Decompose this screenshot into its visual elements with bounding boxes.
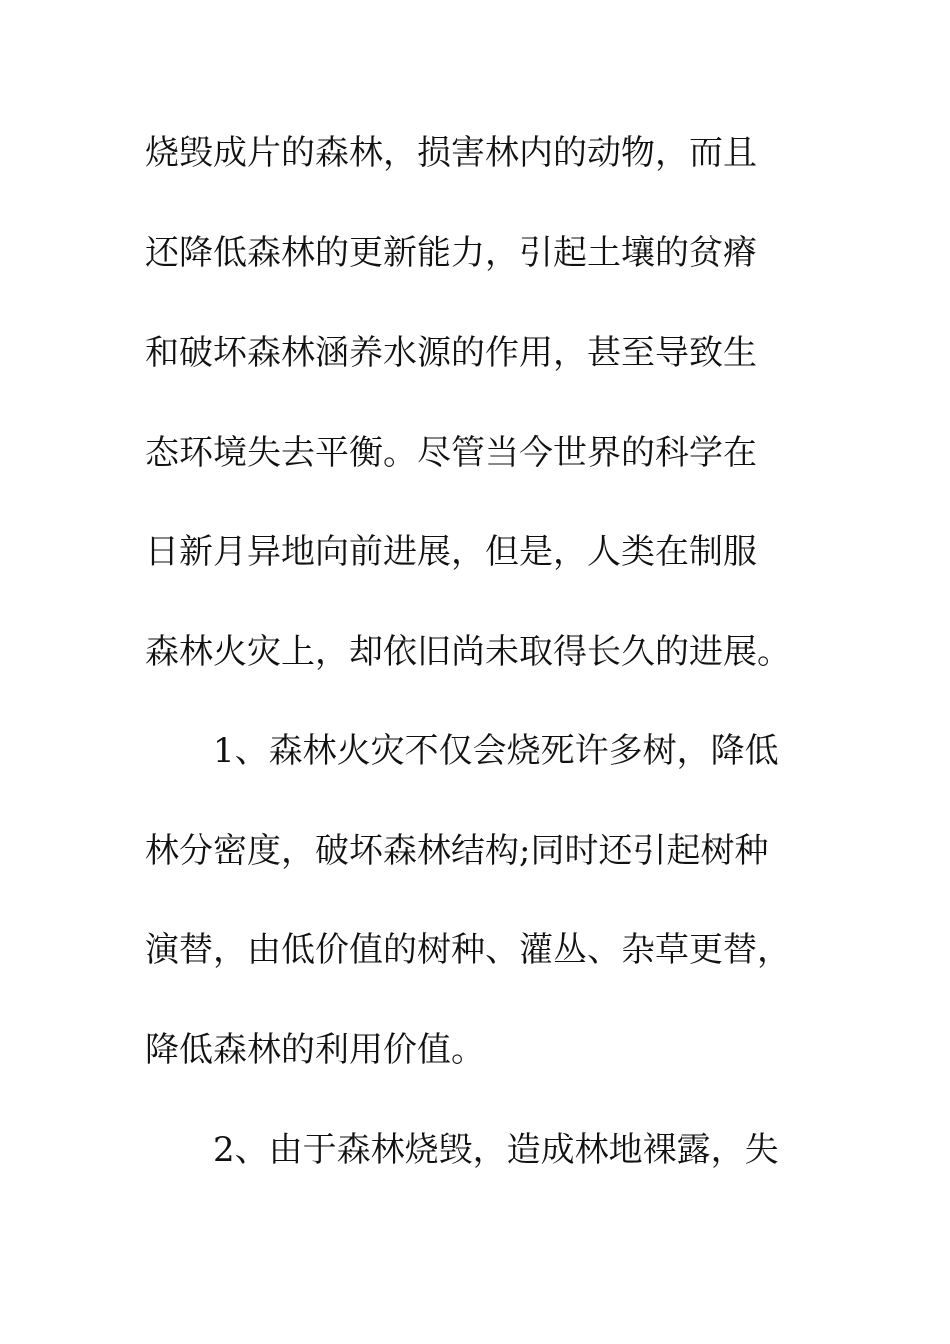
paragraph-1-start: 1、森林火灾不仅会烧死许多树，降低 bbox=[213, 731, 779, 771]
text-line: 态环境失去平衡。尽管当今世界的科学在 bbox=[145, 433, 757, 473]
text-line: 日新月异地向前进展，但是，人类在制服 bbox=[145, 532, 757, 572]
text-line: 烧毁成片的森林，损害林内的动物，而且 bbox=[145, 133, 757, 173]
text-line: 降低森林的利用价值。 bbox=[145, 1030, 485, 1070]
paragraph-2-start: 2、由于森林烧毁，造成林地裸露，失 bbox=[213, 1130, 779, 1170]
text-line: 森林火灾上，却依旧尚未取得长久的进展。 bbox=[145, 632, 791, 672]
text-line: 还降低森林的更新能力，引起土壤的贫瘠 bbox=[145, 233, 757, 273]
text-line: 演替，由低价值的树种、灌丛、杂草更替， bbox=[145, 930, 791, 970]
text-line: 林分密度，破坏森林结构;同时还引起树种 bbox=[145, 831, 769, 871]
text-line: 和破坏森林涵养水源的作用，甚至导致生 bbox=[145, 333, 757, 373]
